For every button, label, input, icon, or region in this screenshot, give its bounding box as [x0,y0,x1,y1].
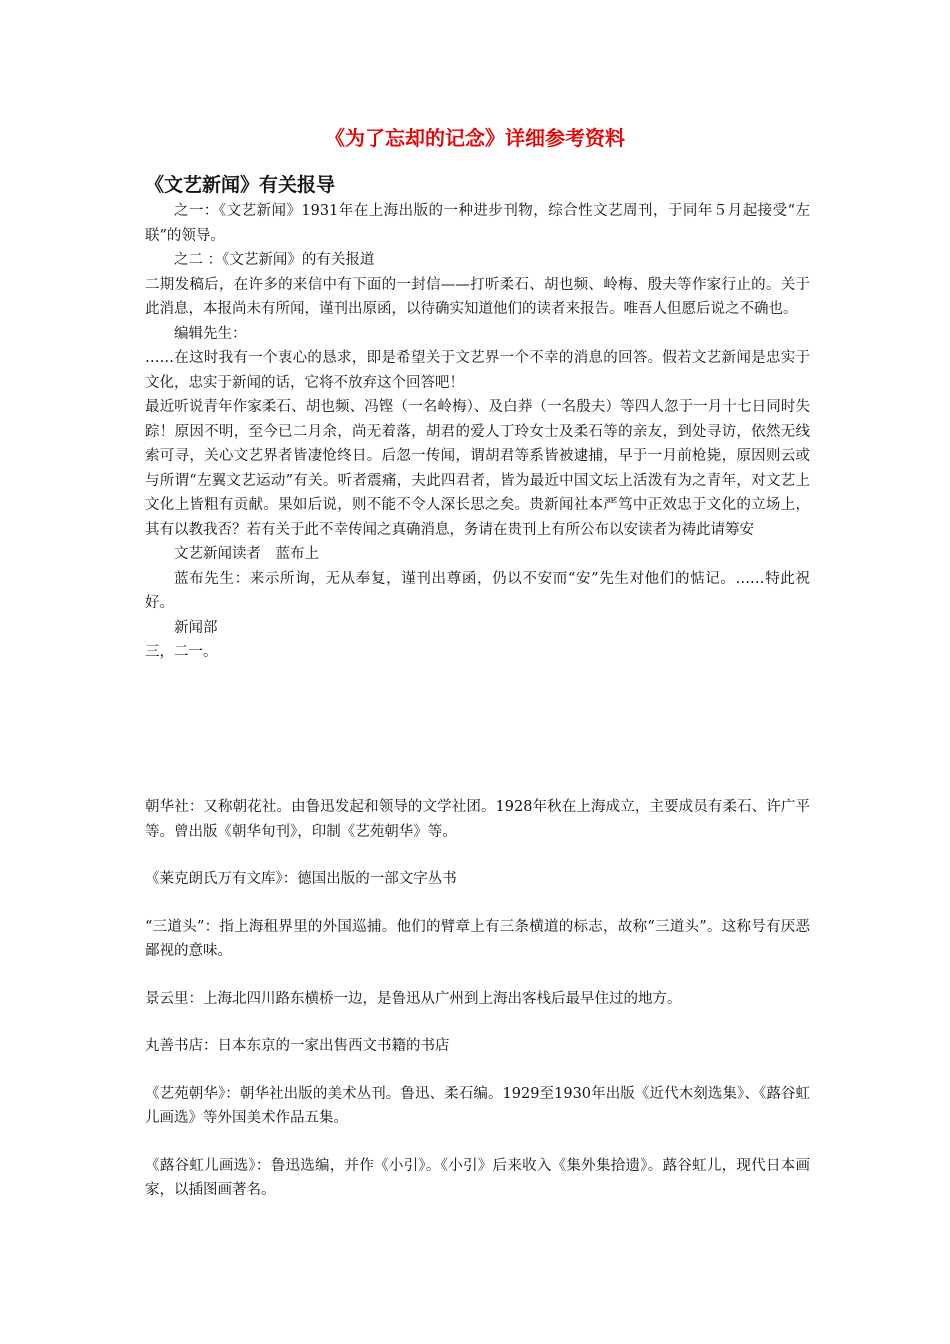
article-body [145,199,810,665]
reply-signature: 新闻部 [174,619,218,636]
reply-date: 三，二一。 [145,644,218,660]
glossary-item: 《蕗谷虹儿画选》：鲁迅选编，并作《小引》。《小引》后来收入《集外集拾遗》。蕗谷虹儿，现代日本画家，以插图画著名。 [145,1157,810,1198]
glossary-item: “三道头”：指上海租界里的外国巡捕。他们的臂章上有三条横道的标志，故称“三道头”。这称号有厌恶鄙视的意味。 [145,918,810,959]
letter-signature: 文艺新闻读者 蓝布上 [174,546,319,562]
glossary-item: 《艺苑朝华》：朝华社出版的美术丛刊。鲁迅、柔石编。1929至1930年出版《近代木刻选集》、《蕗谷虹儿画选》等外国美术作品五集。 [145,1085,810,1126]
letter-paragraph: ……在这时我有一个衷心的恳求，即是希望关于文艺界一个不幸的消息的回答。假若文艺新闻是忠实于文化，忠实于新闻的话，它将不放弃这个回答吧！ [145,350,810,391]
paragraph-intro: 之一：《文艺新闻》1931年在上海出版的一种进步刊物，综合性文艺周刊，于同年５月起接受“左联”的领导。 [145,203,810,244]
reply-paragraph: 蓝布先生：来示所询，无从奉复，谨刊出尊函，仍以不安而“安”先生对他们的惦记。……特此祝好。 [145,570,810,611]
letter-paragraph: 最近听说青年作家柔石、胡也频、冯铿（一名岭梅）、及白莽（一名殷夫）等四人忽于一月十七日同时失踪！原因不明，至今已二月余，尚无着落，胡君的爱人丁玲女士及柔石等的亲友，到处寻访，依然无线索可寻，关心文艺界者皆凄怆终日。后忽一传闻，谓胡君等系皆被逮捕，早于一月前枪毙，原因则云或与所谓“左翼文艺运动”有关。听者震痛，夫此四君者，皆为最近中国文坛上活泼有为之青年，对文艺上文化上皆粗有贡献。果如后说，则不能不令人深长思之矣。贵新闻社本严笃中正效忠于文化的立场上，其有以教我否？若有关于此不幸传闻之真确消息，务请在贵刊上有所公布以安读者为祷此请筹安 [145,399,810,538]
letter-salutation: 编辑先生： [174,325,247,342]
document-title: 《为了忘却的记念》详细参考资料 [325,126,625,150]
paragraph-editor-note: 二期发稿后，在许多的来信中有下面的一封信——打听柔石、胡也频、岭梅、殷夫等作家行止的。关于此消息，本报尚未有所闻，谨刊出原函，以待确实知道他们的读者来报告。唯吾人但愿后说之不确也。 [145,276,810,317]
glossary-item: 《莱克朗氏万有文库》：德国出版的一部文字丛书 [145,871,457,887]
section-heading: 《文艺新闻》有关报导 [145,174,336,196]
glossary-item: 景云里：上海北四川路东横桥一边，是鲁迅从广州到上海出客栈后最早住过的地方。 [145,990,682,1007]
paragraph-subheading: 之二 ：《文艺新闻》的有关报道 [174,252,375,268]
glossary-item: 朝华社：又称朝花社。由鲁迅发起和领导的文学社团。1928年秋在上海成立，主要成员有柔石、许广平等。曾出版《朝华旬刊》，印制《艺苑朝华》等。 [145,799,810,840]
glossary [145,795,810,1226]
glossary-item: 丸善书店：日本东京的一家出售西文书籍的书店 [145,1038,450,1054]
